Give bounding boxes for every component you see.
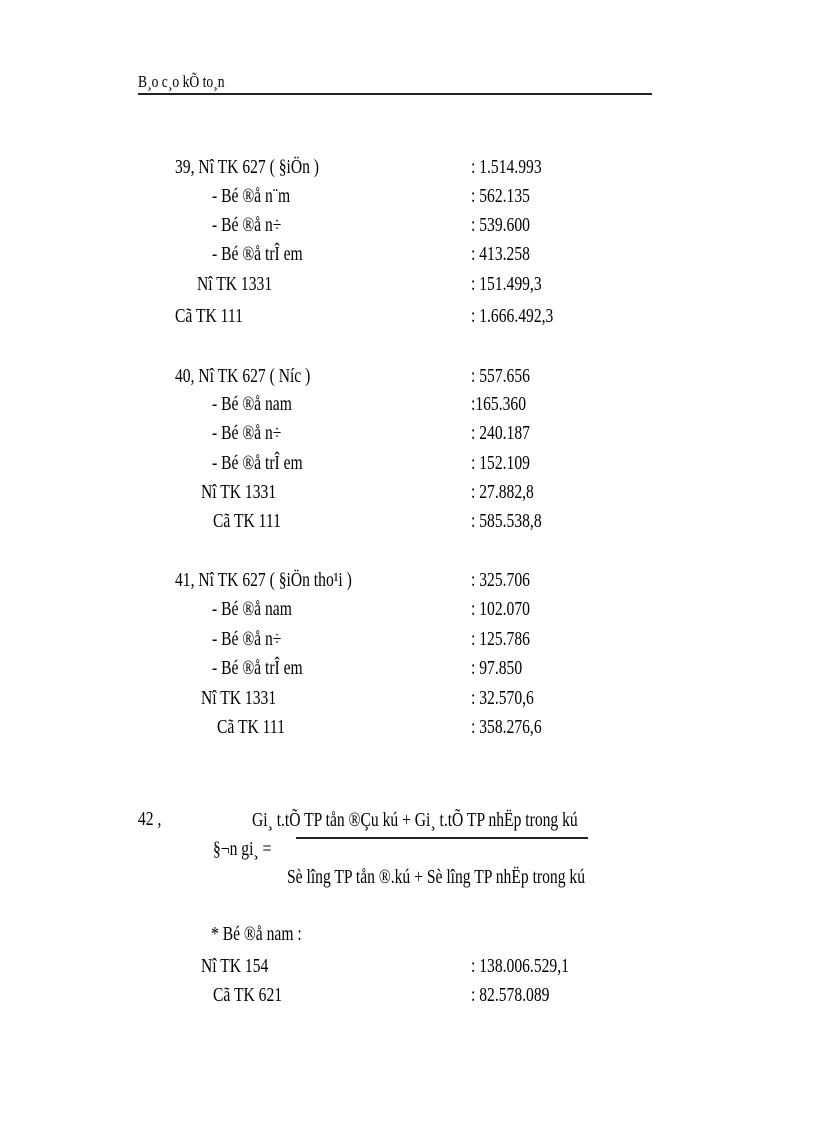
item-value: : 562.135 xyxy=(471,185,530,207)
item-label: - Bé ®å nam xyxy=(212,598,292,620)
credit-value: : 1.666.492,3 xyxy=(471,305,554,327)
credit-label: Cã TK 111 xyxy=(217,716,285,738)
item-value: : 97.850 xyxy=(471,657,523,679)
entry-value: : 325.706 xyxy=(471,569,530,591)
item-label: - Bé ®å n÷ xyxy=(212,422,282,444)
fraction-bar xyxy=(296,837,588,839)
item-value: : 240.187 xyxy=(471,422,530,444)
formula-lhs: §¬n gi¸ = xyxy=(213,838,272,860)
item-label: - Bé ®å n¨m xyxy=(212,185,291,207)
entry-value: : 557.656 xyxy=(471,365,530,387)
header-rule xyxy=(138,93,652,95)
credit-value: : 358.276,6 xyxy=(471,716,542,738)
page-header-title: B¸o c¸o kÕ to¸n xyxy=(138,72,225,91)
credit-value: : 585.538,8 xyxy=(471,510,542,532)
item-label: - Bé ®å trÎ em xyxy=(212,452,303,474)
item-label: - Bé ®å trÎ em xyxy=(212,243,303,265)
debit-value: : 151.499,3 xyxy=(471,273,542,295)
formula-denominator: Sè lîng TP tån ®.kú + Sè lîng TP nhËp trong kú xyxy=(287,866,585,888)
entry-number: 42 , xyxy=(138,808,162,830)
item-label: - Bé ®å n÷ xyxy=(212,628,282,650)
formula-numerator: Gi¸ t.tÕ TP tån ®Çu kú + Gi¸ t.tÕ TP nhËp trong kú xyxy=(252,809,578,831)
debit-value: : 32.570,6 xyxy=(471,687,534,709)
section-heading: * Bé ®å nam : xyxy=(211,923,302,945)
credit-value: : 82.578.089 xyxy=(471,984,550,1006)
debit-label: Nî TK 1331 xyxy=(201,481,277,503)
item-label: - Bé ®å nam xyxy=(212,393,292,415)
debit-label: Nî TK 1331 xyxy=(197,273,273,295)
item-label: - Bé ®å n÷ xyxy=(212,214,282,236)
debit-value: : 27.882,8 xyxy=(471,481,534,503)
credit-label: Cã TK 111 xyxy=(175,305,243,327)
debit-label: Nî TK 154 xyxy=(201,955,269,977)
item-value: : 413.258 xyxy=(471,243,530,265)
entry-title: 41, Nî TK 627 ( §iÖn tho¹i ) xyxy=(175,569,352,591)
credit-label: Cã TK 621 xyxy=(213,984,283,1006)
item-value: : 125.786 xyxy=(471,628,530,650)
debit-label: Nî TK 1331 xyxy=(201,687,277,709)
credit-label: Cã TK 111 xyxy=(213,510,281,532)
item-value: : 102.070 xyxy=(471,598,530,620)
entry-title: 40, Nî TK 627 ( Níc ) xyxy=(175,365,311,387)
entry-value: : 1.514.993 xyxy=(471,156,542,178)
item-label: - Bé ®å trÎ em xyxy=(212,657,303,679)
entry-title: 39, Nî TK 627 ( §iÖn ) xyxy=(175,156,320,178)
item-value: : 152.109 xyxy=(471,452,530,474)
item-value: : 539.600 xyxy=(471,214,530,236)
debit-value: : 138.006.529,1 xyxy=(471,955,569,977)
item-value: :165.360 xyxy=(471,393,527,415)
